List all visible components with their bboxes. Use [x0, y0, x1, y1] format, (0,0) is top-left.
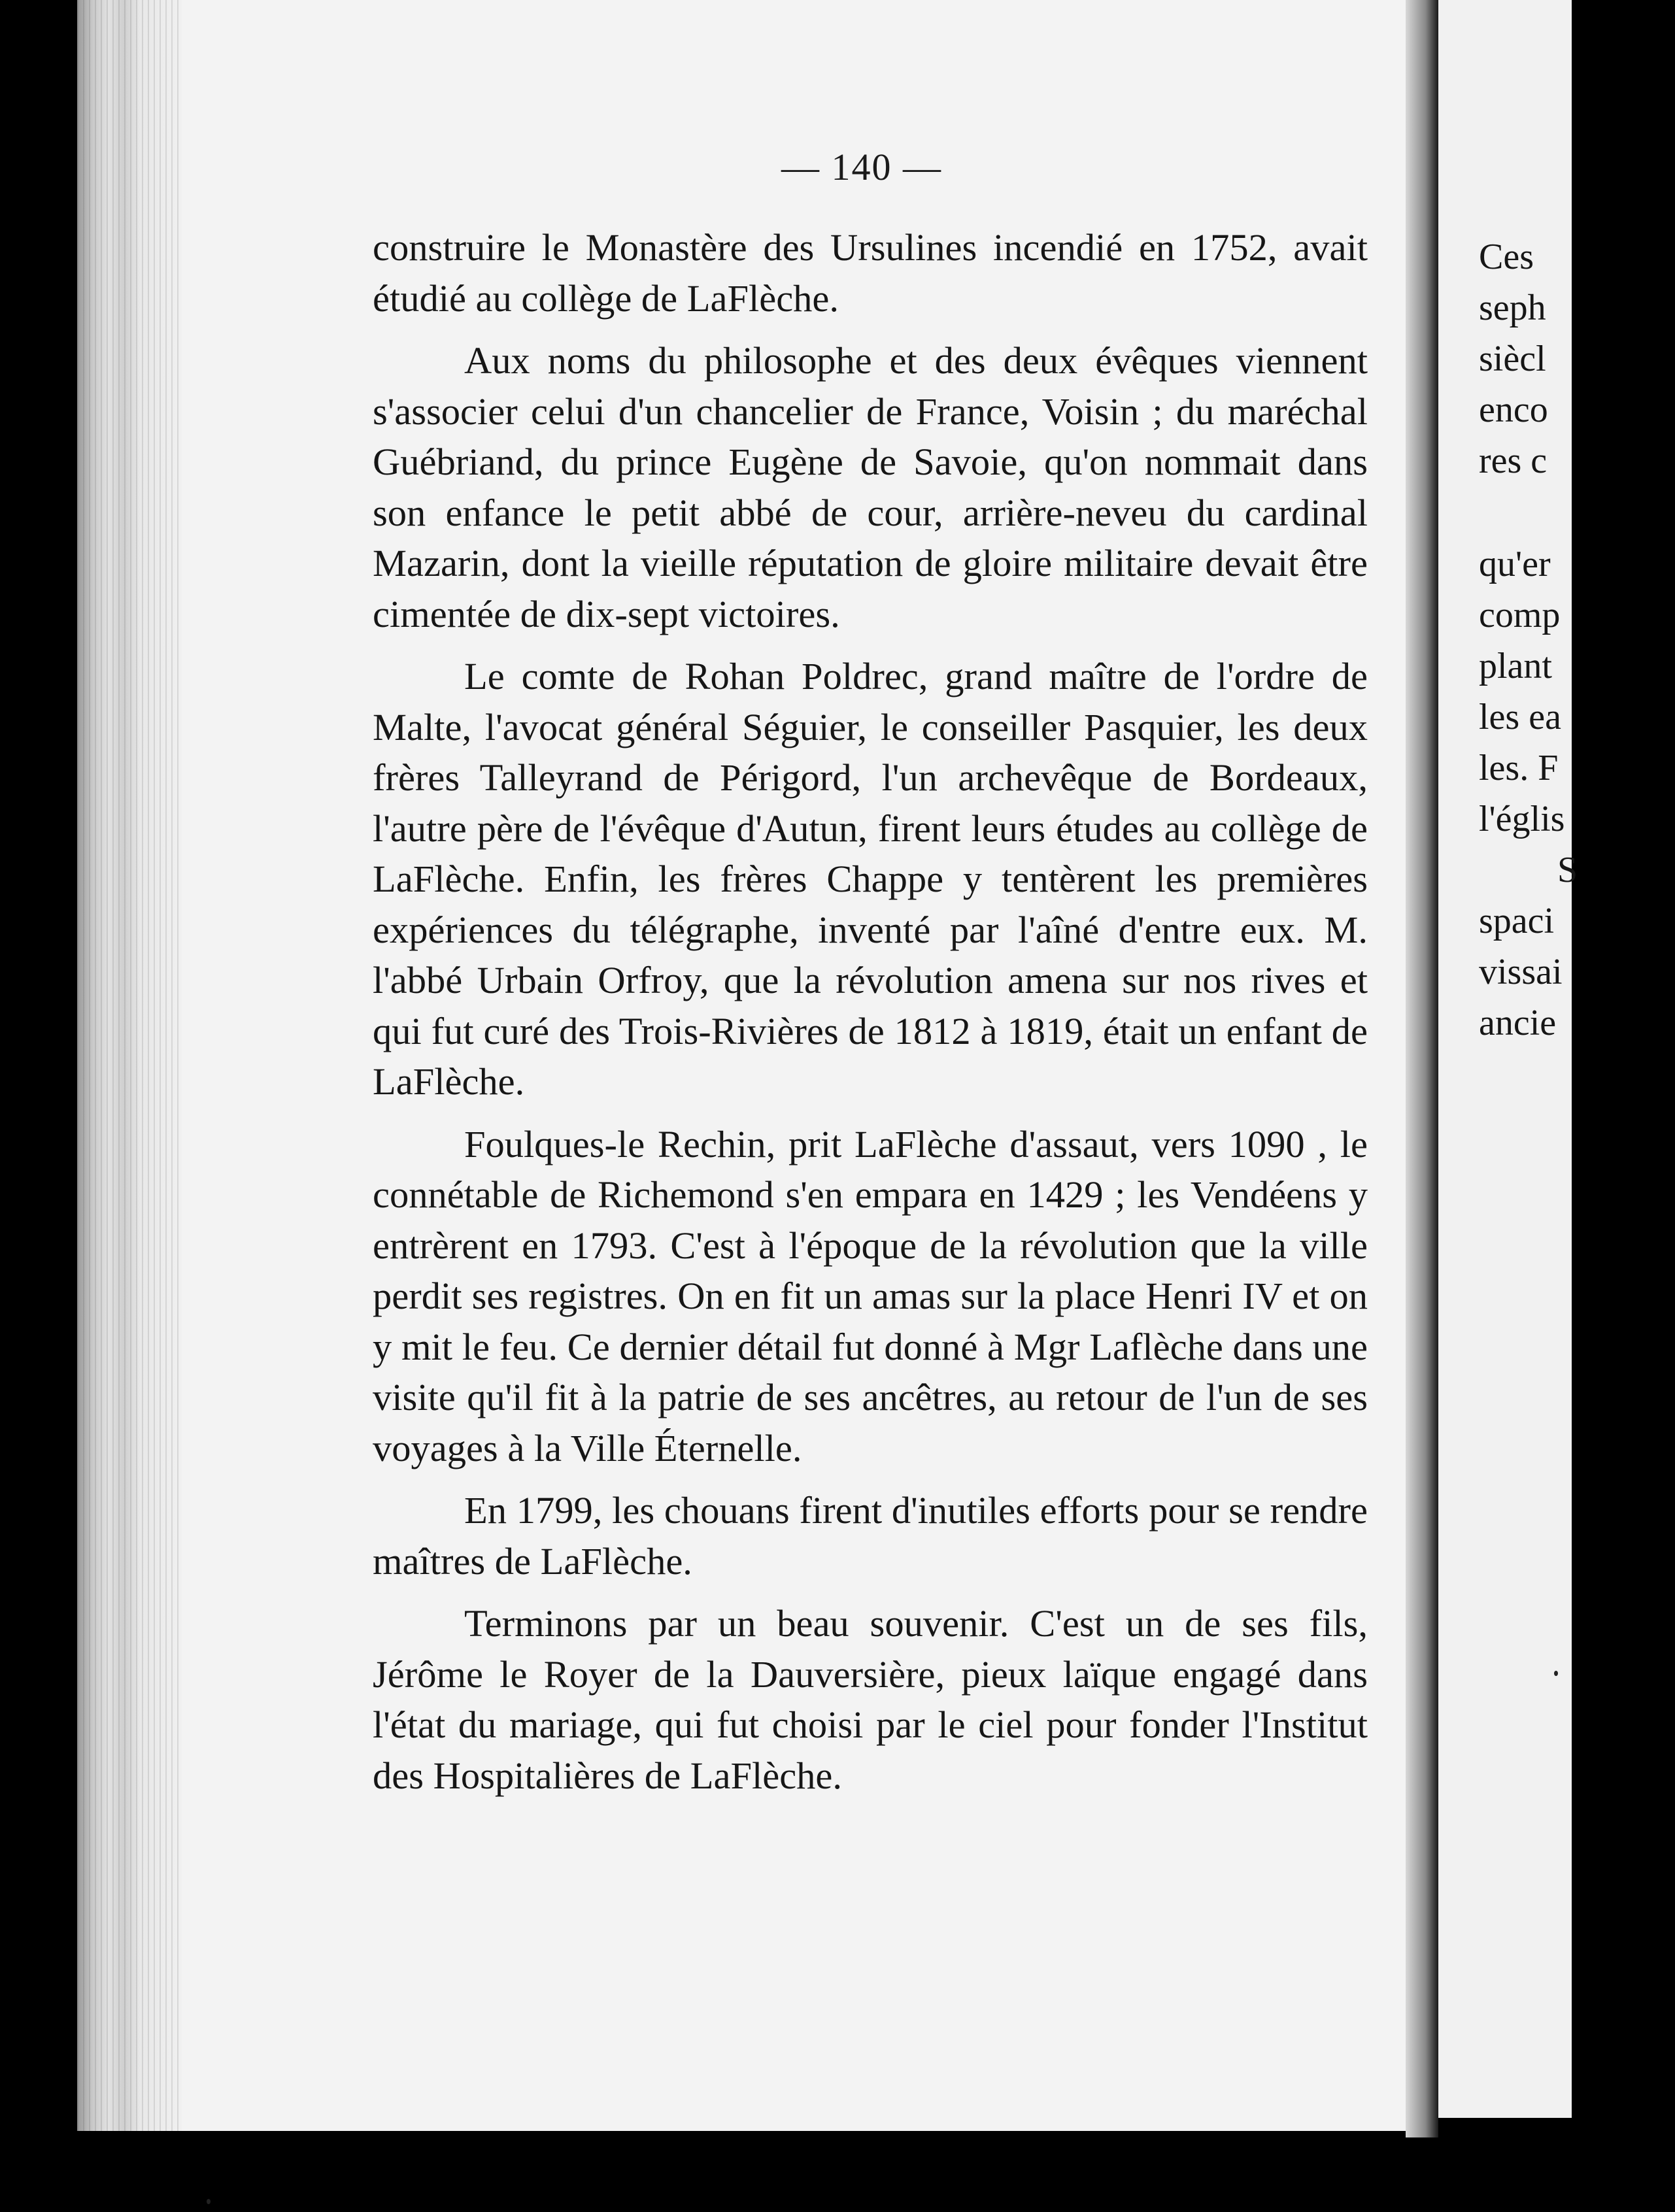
paragraph-6: Terminons par un beau souvenir. C'est un de ses fils, Jérôme le Royer de la Dauversière, pieux laïque engagé dans l'état du mariage, qui fut choisi par le ciel pour fonder l'Institut des Hospitalières de LaFlèche.: [373, 1602, 1368, 1797]
right-fragment: seph: [1479, 288, 1546, 328]
page-stack-edge: [77, 0, 182, 2131]
right-fragment: plant: [1479, 646, 1552, 686]
right-fragment: l'églis: [1479, 799, 1565, 839]
right-fragment: res c: [1479, 441, 1548, 481]
scan-speck: [207, 2199, 211, 2204]
scan-speck: [1554, 1671, 1558, 1676]
right-fragment: ancie: [1479, 1003, 1557, 1043]
paragraph-5: En 1799, les chouans firent d'inutiles efforts pour se rendre maîtres de LaFlèche.: [373, 1489, 1368, 1583]
right-fragment: enco: [1479, 390, 1548, 430]
paragraph-3: Le comte de Rohan Poldrec, grand maître de l'ordre de Malte, l'avocat général Séguier, le conseiller Pasquier, les deux frères Talleyrand de Périgord, l'un archevêque de Bordeaux, l'autre père de l'évêque d'Autun, firent leurs études au collège de LaFlèche. Enfin, les frères Chappe y tentèrent les premières expériences du télégraphe, inventé par l'aîné d'entre eux. M. l'abbé Urbain Orfroy, que la révolution amena sur nos rives et qui fut curé des Trois-Rivières de 1812 à 1819, était un enfant de LaFlèche.: [373, 655, 1368, 1103]
main-text-column: [373, 222, 1368, 1813]
page-number: — 140 —: [781, 146, 942, 188]
paragraph-gap: [1479, 486, 1675, 539]
right-fragment: vissai: [1479, 952, 1563, 992]
right-fragment: spaci: [1479, 901, 1555, 941]
right-page-text-fragments: [1479, 231, 1675, 1048]
right-fragment: S: [1557, 850, 1578, 890]
right-fragment: les ea: [1479, 697, 1561, 737]
right-fragment: Ces: [1479, 237, 1534, 277]
right-fragment: qu'er: [1479, 544, 1551, 584]
right-fragment: siècl: [1479, 339, 1546, 379]
right-fragment: les. F: [1479, 748, 1559, 788]
right-fragment: comp: [1479, 595, 1561, 635]
paragraph-2: Aux noms du philosophe et des deux évêques viennent s'associer celui d'un chancelier de France, Voisin ; du maréchal Guébriand, du prince Eugène de Savoie, qu'on nommait dans son enfance le petit abbé de cour, arrière-neveu du cardinal Mazarin, dont la vieille réputation de gloire militaire devait être cimentée de dix-sept victoires.: [373, 339, 1368, 635]
book-gutter: [1406, 0, 1438, 2137]
paragraph-4: Foulques-le Rechin, prit LaFlèche d'assaut, vers 1090 , le connétable de Richemond s'en empara en 1429 ; les Vendéens y entrèrent en 1793. C'est à l'époque de la révolution que la ville perdit ses registres. On en fit un amas sur la place Henri IV et on y mit le feu. Ce dernier détail fut donné à Mgr Laflèche dans une visite qu'il fit à la patrie de ses ancêtres, au retour de l'un de ses voyages à la Ville Éternelle.: [373, 1122, 1368, 1469]
paragraph-1: construire le Monastère des Ursulines incendié en 1752, avait étudié au collège de LaFlèche.: [373, 226, 1368, 320]
